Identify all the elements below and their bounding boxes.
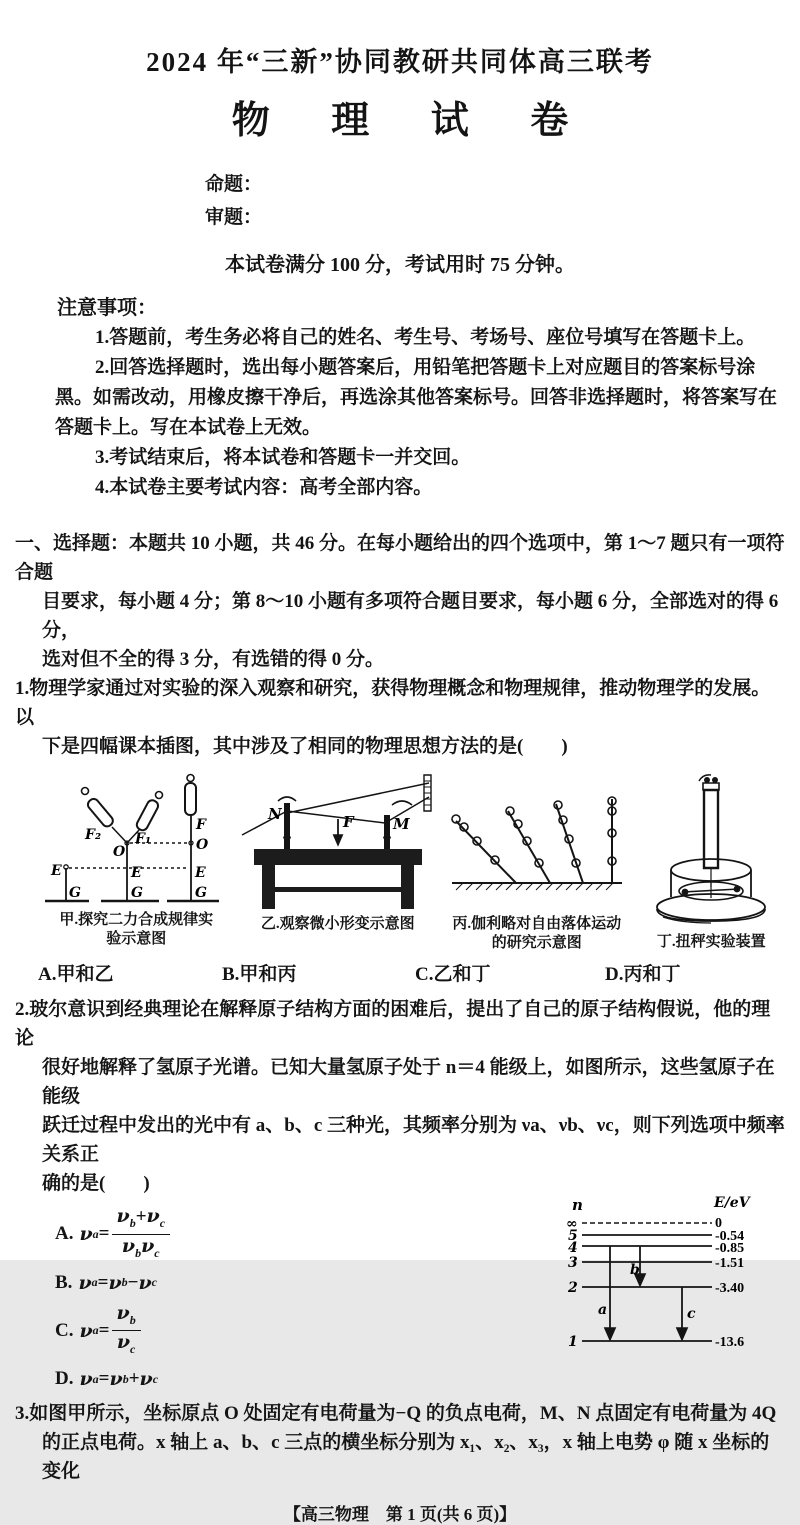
level-e-1: -13.6 (715, 1335, 745, 1350)
level-e-3: -1.51 (715, 1256, 745, 1271)
figure-ding-caption: 丁.扭秤实验装置 (656, 934, 766, 950)
level-e-2: -3.40 (715, 1281, 745, 1296)
label-g-left: G (68, 885, 81, 901)
label-o-right: O (195, 837, 208, 853)
label-f: F (342, 813, 354, 831)
level-n-2: 2 (568, 1280, 578, 1296)
question-2-line: 跃迁过程中发出的光中有 a、b、c 三种光，其频率分别为 νa、νb、νc，则下列选项中频率关系正 (42, 1115, 785, 1165)
exam-title: 2024 年“三新”协同教研共同体高三联考 (146, 47, 654, 77)
figure-ding (638, 771, 785, 952)
level-n-1: 1 (568, 1334, 578, 1350)
figure-yi-caption: 乙.观察微小形变示意图 (260, 916, 415, 932)
page-footer: 【高三物理 第 1 页(共 6 页)】 (283, 1505, 517, 1525)
question-2-line: 确的是( ) (42, 1173, 150, 1194)
notice-line: 3.考试结束后，将本试卷和答题卡一并交回。 (95, 447, 471, 468)
section-one-line: 目要求，每小题 4 分；第 8～10 小题有多项符合题目要求，每小题 6 分，全部选对的得 6 分， (42, 591, 779, 641)
energy-level-diagram (542, 1194, 777, 1356)
question-1-line: 下是四幅课本插图，其中涉及了相同的物理思想方法的是( ) (42, 736, 568, 757)
level-e-5: -0.54 (715, 1229, 745, 1244)
question-2-line: 2.玻尔意识到经典理论在解释原子结构方面的困难后，提出了自己的原子结构假说，他的理论 (15, 999, 771, 1049)
transition-a-label: a (598, 1302, 608, 1318)
q1-option-b: B.甲和丙 (222, 964, 297, 985)
figure-bing-caption: 丙.伽利略对自由落体运动 的研究示意图 (452, 916, 622, 951)
q1-option-d: D.丙和丁 (605, 964, 681, 985)
figure-yi (239, 771, 436, 934)
question-1 (15, 674, 785, 991)
q2-option-a: A. ν a = $\frac{\nu_b+\nu_c}{\nu_b\nu_c}$ (55, 1206, 785, 1263)
question-1-line: 1.物理学家通过对实验的深入观察和研究，获得物理概念和物理规律，推动物理学的发展。以 (15, 678, 771, 728)
exam-summary: 本试卷满分 100 分，考试用时 75 分钟。 (225, 254, 575, 276)
proposer-label: 命题： (205, 174, 263, 195)
label-e-left: E (50, 863, 62, 879)
notice-line: 4.本试卷主要考试内容：高考全部内容。 (95, 477, 433, 498)
notice-heading: 注意事项： (57, 297, 157, 319)
q1-option-a: A.甲和乙 (38, 964, 114, 985)
notice-line: 2.回答选择题时，选出每小题答案后，用铅笔把答题卡上对应题目的答案标号涂 (95, 357, 756, 378)
label-g-right: G (194, 885, 207, 901)
question-2-line: 很好地解释了氢原子光谱。已知大量氢原子处于 n＝4 能级上，如图所示，这些氢原子在能级 (42, 1057, 775, 1107)
label-f2: F₂ (84, 827, 101, 843)
micro-deformation-drawing (242, 771, 434, 913)
notice-line: 答题卡上。写在本试卷上无效。 (55, 417, 322, 438)
transition-b-label: b (630, 1262, 640, 1278)
label-g-mid: G (130, 885, 143, 901)
question-3 (15, 1399, 785, 1486)
q2-option-c: C. ν a = $\frac{\nu_b}{\nu_c}$ (55, 1303, 785, 1360)
level-n-5: 5 (568, 1228, 578, 1244)
force-composition-drawing (39, 771, 234, 909)
notice-line: 1.答题前，考生务必将自己的姓名、考生号、考场号、座位号填写在答题卡上。 (95, 327, 756, 348)
label-m: M (392, 815, 410, 833)
q2-option-b: B. ν a = ν b − ν c (55, 1271, 157, 1294)
label-f-right: F (195, 817, 206, 833)
notice-line: 黑。如需改动，用橡皮擦干净后，再选涂其他答案标号。回答非选择题时，将答案写在 (55, 387, 778, 408)
transition-c-label: c (687, 1306, 696, 1322)
level-e-4: -0.85 (715, 1241, 745, 1256)
figure-jia-caption: 甲.探究二力合成规律实 验示意图 (59, 912, 214, 947)
galileo-free-fall-drawing (444, 771, 629, 913)
question-1-options (15, 959, 785, 991)
question-2 (15, 995, 785, 1390)
level-n-4: 4 (568, 1240, 578, 1256)
axis-n-label: n (572, 1196, 583, 1214)
level-n-inf: ∞ (566, 1216, 578, 1232)
label-e-mid: E (130, 865, 142, 881)
question-3-line: 的正点电荷。x 轴上 a、b、c 三点的横坐标分别为 x₁、x₂、x₃，x 轴上电势 φ 随 x 坐标的变化 (42, 1432, 770, 1483)
figure-bing (436, 771, 638, 953)
reviewer-label: 审题： (205, 207, 263, 228)
label-e-right: E (194, 865, 206, 881)
label-o-mid: O (112, 844, 125, 860)
question-3-line: 3.如图甲所示，坐标原点 O 处固定有电荷量为−Q 的负点电荷，M、N 点固定有电荷量为 4Q (15, 1403, 777, 1425)
level-e-inf: 0 (715, 1216, 722, 1231)
q1-option-c: C.乙和丁 (415, 964, 491, 985)
notice-section (15, 293, 785, 503)
level-n-3: 3 (568, 1255, 578, 1271)
question-1-figures (33, 771, 785, 953)
torsion-balance-drawing (641, 771, 781, 931)
q2-option-d: D. ν a = ν b + ν c (55, 1368, 159, 1391)
section-one-line: 选对但不全的得 3 分，有选错的得 0 分。 (42, 649, 385, 670)
label-f1: F₁ (134, 831, 151, 847)
section-one-line: 一、选择题：本题共 10 小题，共 46 分。在每小题给出的四个选项中，第 1～7 题只有一项符合题 (15, 533, 785, 583)
credits-block (205, 168, 785, 234)
exam-subject-title: 物 理 试 卷 (231, 100, 595, 142)
label-n: N (267, 805, 282, 823)
figure-jia (33, 771, 239, 949)
axis-e-label: E/eV (714, 1195, 750, 1211)
section-one (15, 529, 785, 674)
